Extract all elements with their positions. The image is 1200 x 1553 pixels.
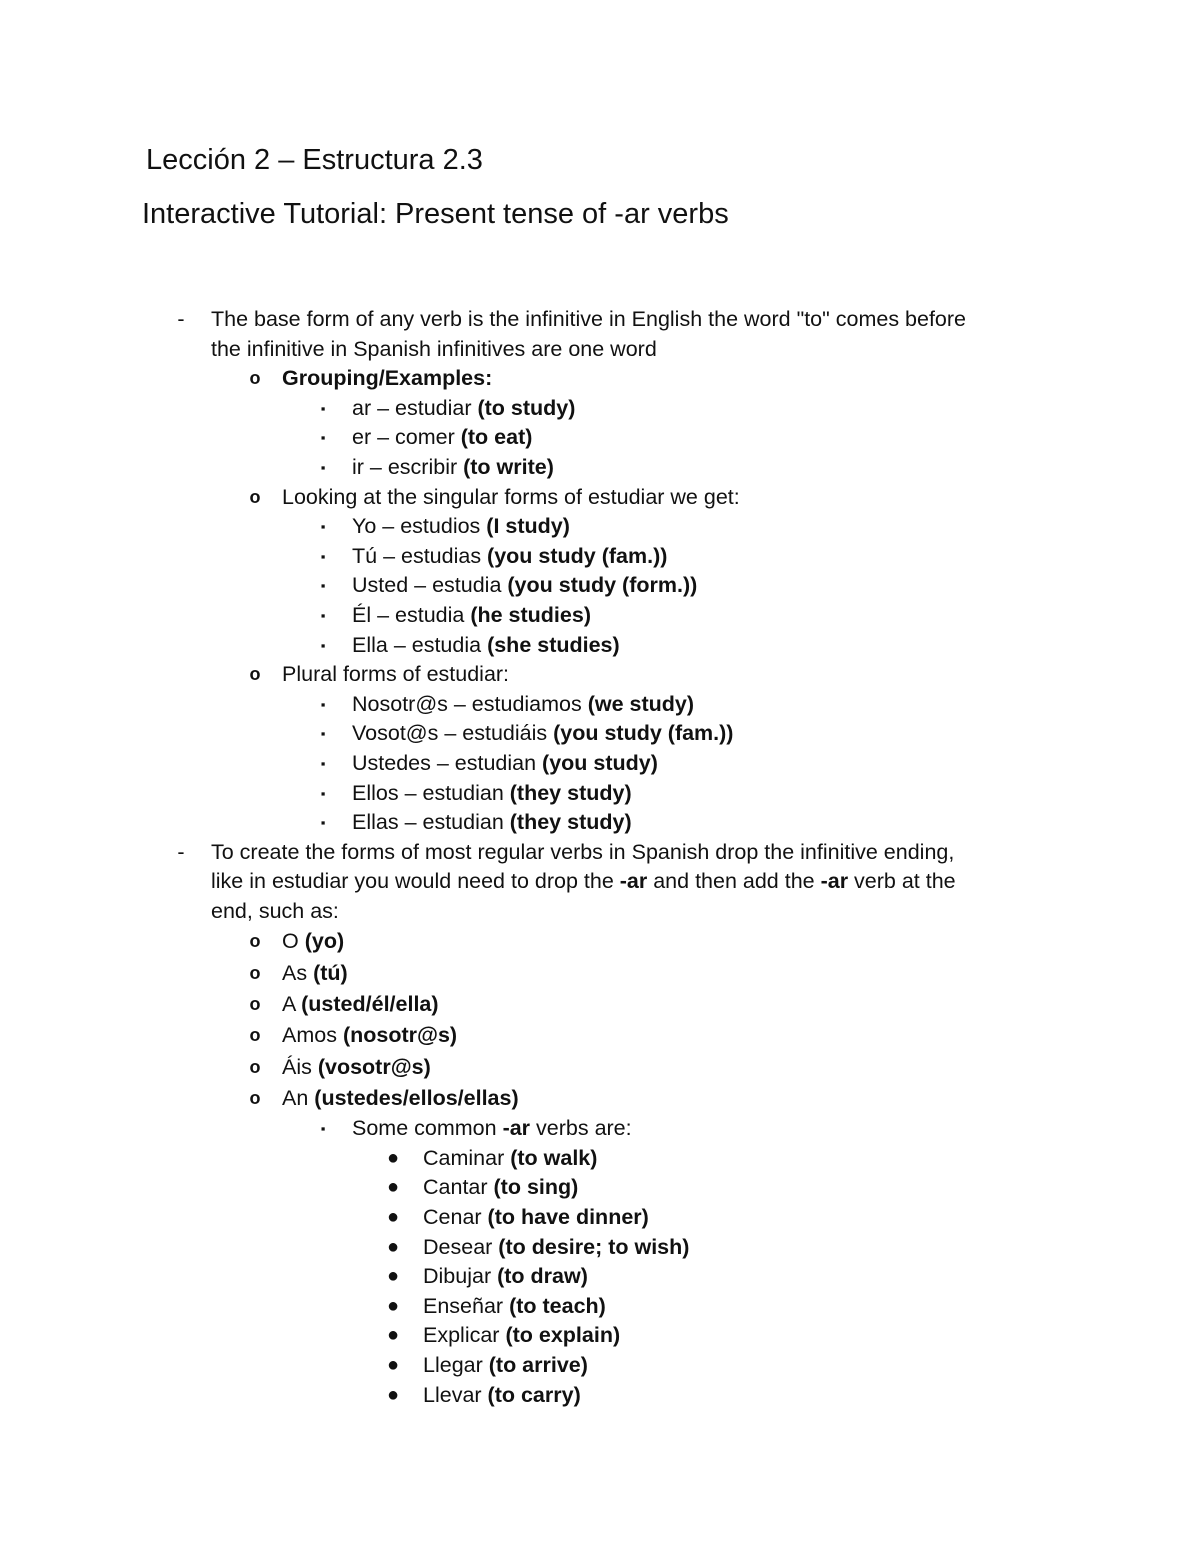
list-item bbox=[0, 1233, 1200, 1263]
item-text: ar – estudiar bbox=[352, 395, 478, 420]
square-bullet: ▪ bbox=[320, 785, 326, 801]
list-item bbox=[0, 512, 1200, 542]
circle-bullet: o bbox=[249, 368, 261, 389]
item-translation: (to sing) bbox=[493, 1175, 579, 1200]
square-bullet: ▪ bbox=[320, 1121, 326, 1137]
dot-bullet: ● bbox=[386, 1206, 400, 1229]
paragraph-continuation: end, such as: bbox=[211, 898, 339, 923]
text-run: verbs are: bbox=[530, 1116, 632, 1141]
item-text: Ellos – estudian bbox=[352, 780, 510, 805]
singular-heading: Looking at the singular forms of estudiar we get: bbox=[282, 484, 740, 509]
item-translation: (they study) bbox=[509, 780, 632, 805]
circle-bullet: o bbox=[249, 664, 261, 685]
item-translation: (to walk) bbox=[510, 1145, 598, 1170]
circle-bullet: o bbox=[249, 486, 261, 507]
list-item bbox=[0, 838, 1200, 868]
item-translation: (you study (fam.)) bbox=[487, 543, 668, 568]
item-text: Usted – estudia bbox=[352, 573, 508, 598]
list-item bbox=[0, 423, 1200, 453]
circle-bullet: o bbox=[249, 994, 261, 1015]
item-translation: (to carry) bbox=[487, 1382, 581, 1407]
item-text: Tú – estudias bbox=[352, 543, 488, 568]
list-item bbox=[0, 1052, 1200, 1083]
paragraph-continuation bbox=[0, 867, 1200, 897]
list-item bbox=[0, 926, 1200, 957]
list-item bbox=[0, 631, 1200, 661]
dot-bullet: ● bbox=[386, 1354, 400, 1376]
item-translation: (nosotr@s) bbox=[342, 1023, 458, 1048]
item-text: Cantar bbox=[423, 1175, 494, 1200]
item-translation: (you study (fam.)) bbox=[553, 721, 734, 746]
list-item bbox=[0, 1203, 1200, 1233]
text-run: verb at the bbox=[848, 869, 956, 894]
item-text: Nosotr@s – estudiamos bbox=[352, 691, 588, 716]
list-item bbox=[0, 1381, 1200, 1411]
dot-bullet: ● bbox=[386, 1265, 400, 1288]
list-item bbox=[0, 601, 1200, 631]
item-translation: (yo) bbox=[304, 929, 345, 954]
list-item bbox=[0, 808, 1200, 838]
singular-list bbox=[0, 512, 1200, 660]
square-bullet: ▪ bbox=[320, 637, 326, 653]
item-translation: (we study) bbox=[587, 691, 695, 716]
item-text: A bbox=[282, 992, 302, 1017]
list-item bbox=[0, 1173, 1200, 1203]
dot-bullet: ● bbox=[386, 1294, 400, 1317]
page-title: Lección 2 – Estructura 2.3 bbox=[146, 144, 483, 176]
item-translation: (they study) bbox=[509, 810, 632, 835]
item-translation: (to draw) bbox=[497, 1264, 588, 1289]
item-translation: (to study) bbox=[477, 395, 576, 420]
dot-bullet: ● bbox=[386, 1235, 400, 1258]
circle-bullet: o bbox=[249, 1087, 261, 1108]
item-translation: (you study (form.)) bbox=[507, 573, 698, 598]
paragraph-text: To create the forms of most regular verbs in Spanish drop the infinitive ending, bbox=[211, 839, 955, 864]
endings-list bbox=[0, 926, 1200, 1114]
item-text: Cenar bbox=[423, 1205, 488, 1230]
item-translation: (to explain) bbox=[505, 1323, 621, 1348]
list-item bbox=[0, 571, 1200, 601]
item-translation: (vosotr@s) bbox=[317, 1054, 431, 1079]
item-text: As bbox=[282, 960, 314, 985]
circle-bullet: o bbox=[249, 931, 261, 952]
item-translation: (I study) bbox=[486, 514, 570, 539]
dot-bullet: ● bbox=[386, 1324, 400, 1347]
plural-list bbox=[0, 690, 1200, 838]
square-bullet: ▪ bbox=[320, 578, 326, 594]
common-verbs-list bbox=[0, 1144, 1200, 1410]
item-translation: (to arrive) bbox=[488, 1353, 588, 1377]
paragraph-continuation: the infinitive in Spanish infinitives are one word bbox=[211, 336, 657, 361]
list-item bbox=[0, 1351, 1200, 1381]
list-item bbox=[0, 453, 1200, 483]
item-translation: (usted/él/ella) bbox=[301, 992, 439, 1017]
item-translation: (you study) bbox=[542, 750, 658, 775]
item-translation: (to have dinner) bbox=[487, 1205, 649, 1230]
circle-bullet: o bbox=[249, 1056, 261, 1077]
square-bullet: ▪ bbox=[320, 726, 326, 742]
item-text: Ellas – estudian bbox=[352, 810, 510, 835]
list-item bbox=[0, 690, 1200, 720]
plural-heading: Plural forms of estudiar: bbox=[282, 662, 510, 687]
item-text: Llevar bbox=[423, 1382, 488, 1407]
item-text: Ella – estudia bbox=[352, 632, 488, 657]
item-text: Él – estudia bbox=[352, 602, 471, 627]
list-item bbox=[0, 1114, 1200, 1144]
item-translation: (he studies) bbox=[470, 602, 591, 627]
list-item bbox=[0, 1321, 1200, 1351]
dot-bullet: ● bbox=[386, 1146, 400, 1169]
item-text: Vosot@s – estudiáis bbox=[352, 721, 554, 746]
grouping-list bbox=[0, 394, 1200, 483]
text-run: like in estudiar you would need to drop the bbox=[211, 869, 620, 894]
list-item bbox=[0, 719, 1200, 749]
item-translation: (to desire; to wish) bbox=[498, 1234, 690, 1259]
list-item bbox=[0, 364, 1200, 394]
list-item bbox=[0, 660, 1200, 690]
list-item bbox=[0, 483, 1200, 513]
page-subtitle: Interactive Tutorial: Present tense of -ar verbs bbox=[142, 198, 729, 230]
square-bullet: ▪ bbox=[320, 400, 326, 416]
suffix-bold: -ar bbox=[820, 869, 849, 894]
circle-bullet: o bbox=[249, 1025, 261, 1046]
square-bullet: ▪ bbox=[320, 607, 326, 623]
item-text: Llegar bbox=[423, 1353, 489, 1377]
list-item bbox=[0, 1144, 1200, 1174]
item-text: Caminar bbox=[423, 1145, 511, 1170]
list-item bbox=[0, 1083, 1200, 1114]
grouping-heading: Grouping/Examples: bbox=[282, 366, 493, 391]
list-item bbox=[0, 1292, 1200, 1322]
item-text: Enseñar bbox=[423, 1293, 510, 1318]
paragraph-text: The base form of any verb is the infinitive in English the word "to" comes before bbox=[211, 307, 966, 331]
list-item bbox=[0, 779, 1200, 809]
text-run: Some common bbox=[352, 1116, 503, 1141]
list-item bbox=[0, 749, 1200, 779]
item-text: Desear bbox=[423, 1234, 499, 1259]
document-body bbox=[0, 305, 1200, 1410]
suffix-bold: -ar bbox=[619, 869, 648, 894]
item-translation: (to eat) bbox=[460, 425, 533, 450]
dot-bullet: ● bbox=[386, 1383, 400, 1406]
square-bullet: ▪ bbox=[320, 459, 326, 475]
suffix-bold: -ar bbox=[502, 1116, 531, 1141]
item-text: Explicar bbox=[423, 1323, 506, 1348]
circle-bullet: o bbox=[249, 962, 261, 983]
square-bullet: ▪ bbox=[320, 548, 326, 564]
item-translation: (she studies) bbox=[487, 632, 620, 657]
square-bullet: ▪ bbox=[320, 815, 326, 831]
item-translation: (to teach) bbox=[509, 1293, 606, 1318]
item-text: O bbox=[282, 929, 305, 954]
item-translation: (to write) bbox=[463, 454, 554, 479]
item-text: Yo – estudios bbox=[352, 514, 487, 539]
item-text: Dibujar bbox=[423, 1264, 498, 1289]
item-text: An bbox=[282, 1085, 315, 1110]
list-item bbox=[0, 1262, 1200, 1292]
square-bullet: ▪ bbox=[320, 519, 326, 535]
list-item bbox=[0, 394, 1200, 424]
square-bullet: ▪ bbox=[320, 696, 326, 712]
item-translation: (ustedes/ellos/ellas) bbox=[314, 1085, 519, 1110]
list-item bbox=[0, 305, 1200, 335]
item-text: er – comer bbox=[352, 425, 461, 450]
item-text: Áis bbox=[282, 1054, 318, 1079]
item-translation: (tú) bbox=[313, 960, 348, 985]
list-item bbox=[0, 542, 1200, 572]
dash-bullet: - bbox=[177, 307, 185, 331]
list-item bbox=[0, 989, 1200, 1020]
list-item bbox=[0, 958, 1200, 989]
square-bullet: ▪ bbox=[320, 430, 326, 446]
item-text: Ustedes – estudian bbox=[352, 750, 543, 775]
text-run: and then add the bbox=[647, 869, 821, 894]
list-item bbox=[0, 1020, 1200, 1051]
dash-bullet: - bbox=[177, 839, 185, 864]
square-bullet: ▪ bbox=[320, 755, 326, 771]
item-text: Amos bbox=[282, 1023, 343, 1048]
dot-bullet: ● bbox=[386, 1176, 400, 1199]
item-text: ir – escribir bbox=[352, 454, 464, 479]
